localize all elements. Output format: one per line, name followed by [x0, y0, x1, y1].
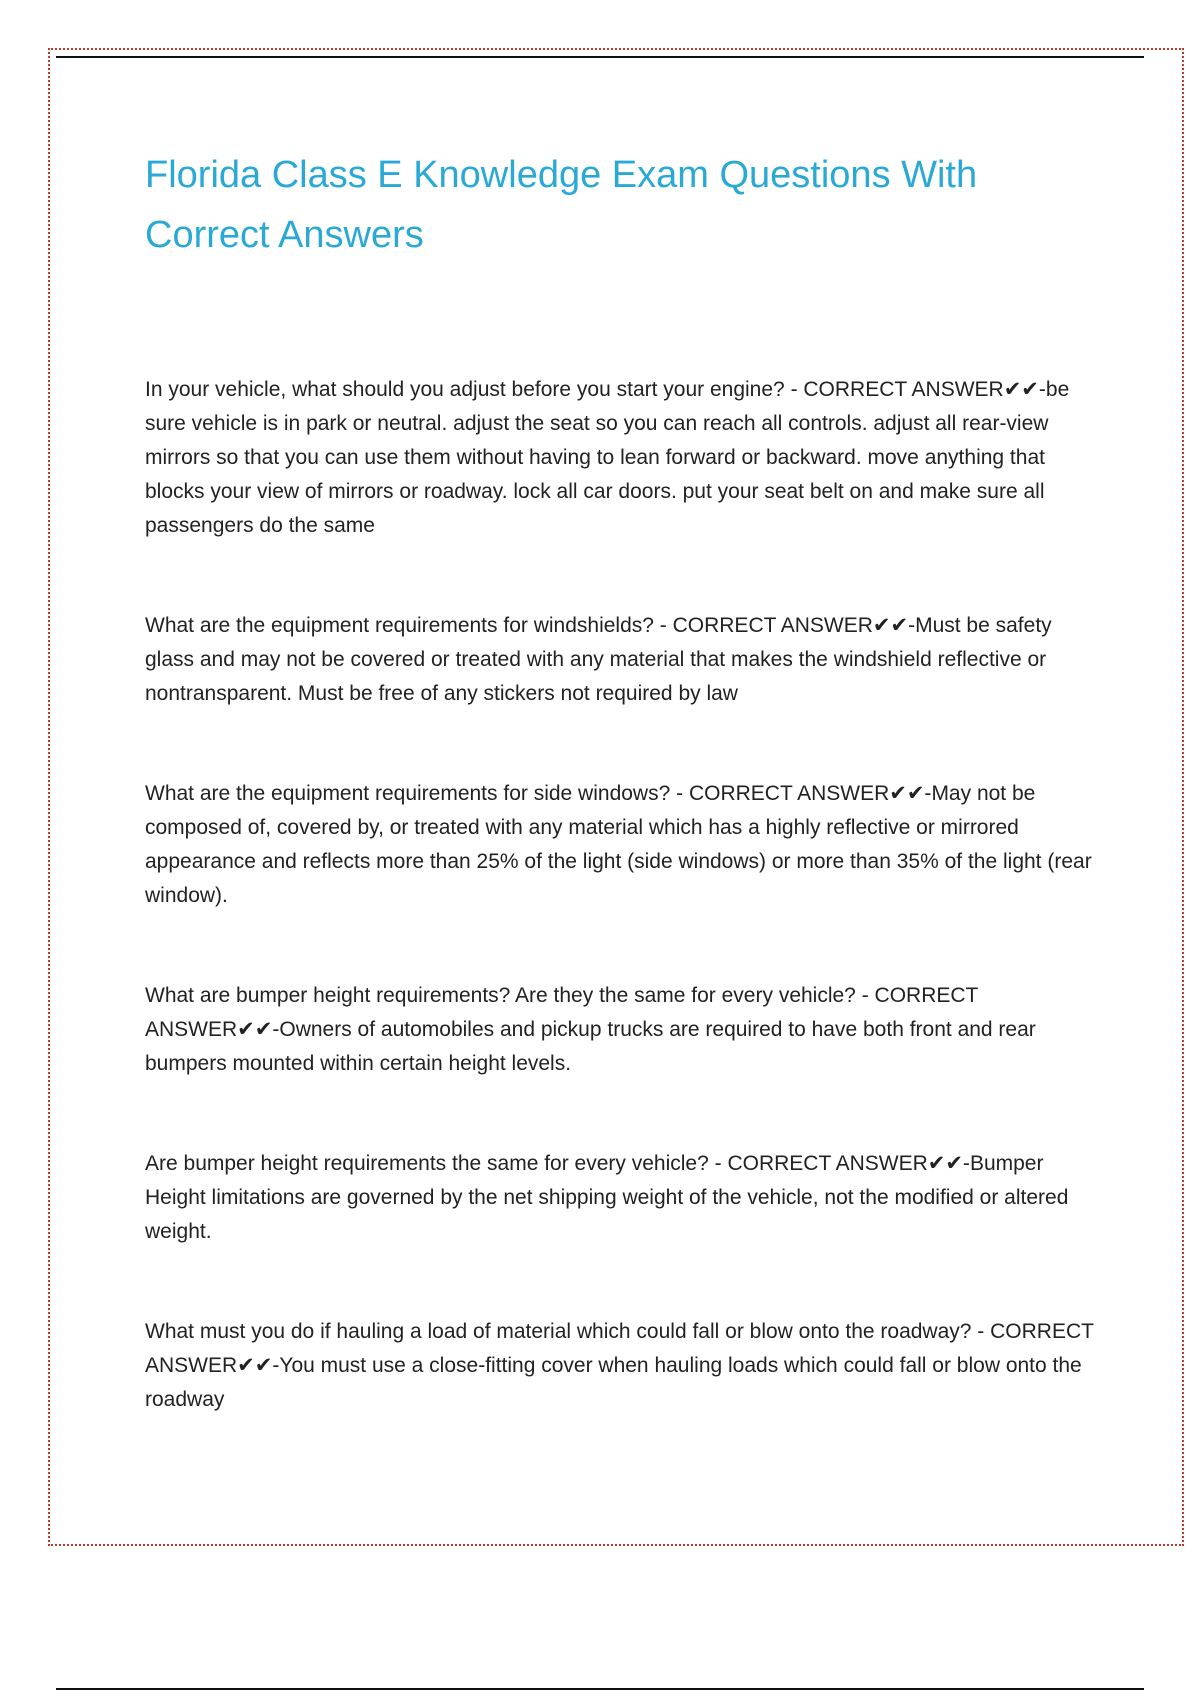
bottom-rule-divider [56, 1688, 1144, 1690]
qa-item [145, 1147, 1095, 1249]
correct-answer-marker: - CORRECT ANSWER✔✔- [708, 1152, 970, 1175]
answer-text: You must use a close-fitting cover when hauling loads which could fall or blow onto the roadway [145, 1354, 1082, 1411]
question-text: Are bumper height requirements the same for every vehicle? [145, 1152, 709, 1175]
qa-list [145, 373, 1095, 1417]
top-rule-divider [56, 56, 1144, 58]
qa-item [145, 373, 1095, 543]
question-text: What must you do if hauling a load of material which could fall or blow onto the roadway? [145, 1320, 972, 1343]
answer-text: Bumper Height limitations are governed by the net shipping weight of the vehicle, not the modified or altered weight. [145, 1152, 1069, 1243]
qa-item [145, 609, 1095, 711]
qa-item [145, 1315, 1095, 1417]
correct-answer-marker: - CORRECT ANSWER✔✔- [145, 984, 978, 1041]
qa-item [145, 777, 1095, 913]
answer-text: May not be composed of, covered by, or treated with any material which has a highly reflective or mirrored appearance and reflects more than 25% of the light (side windows) or more than 35% of the light (rear window). [145, 782, 1092, 907]
correct-answer-marker: - CORRECT ANSWER✔✔- [670, 782, 932, 805]
question-text: What are the equipment requirements for side windows? [145, 782, 671, 805]
qa-item [145, 979, 1095, 1081]
document-title: Florida Class E Knowledge Exam Questions With Correct Answers [145, 154, 978, 256]
question-text: What are bumper height requirements? Are they the same for every vehicle? [145, 984, 856, 1007]
correct-answer-marker: - CORRECT ANSWER✔✔- [653, 614, 916, 637]
answer-text: Must be safety glass and may not be covered or treated with any material that makes the windshield reflective or nontransparent. Must be free of any stickers not required by law [145, 614, 1052, 705]
answer-text: be sure vehicle is in park or neutral. adjust the seat so you can reach all controls. adjust all rear-view mirrors so that you can use them without having to lean forward or backward. move anything that blocks your view of mirrors or roadway. lock all car doors. put your seat belt on and make sure all passengers do the same [145, 378, 1070, 537]
correct-answer-marker: - CORRECT ANSWER✔✔- [784, 378, 1046, 401]
document-content [145, 145, 1095, 1483]
question-text: In your vehicle, what should you adjust before you start your engine? [145, 378, 785, 401]
answer-text: Owners of automobiles and pickup trucks are required to have both front and rear bumpers mounted within certain height levels. [145, 1018, 1036, 1075]
correct-answer-marker: - CORRECT ANSWER✔✔- [145, 1320, 1094, 1377]
question-text: What are the equipment requirements for windshields? [145, 614, 654, 637]
